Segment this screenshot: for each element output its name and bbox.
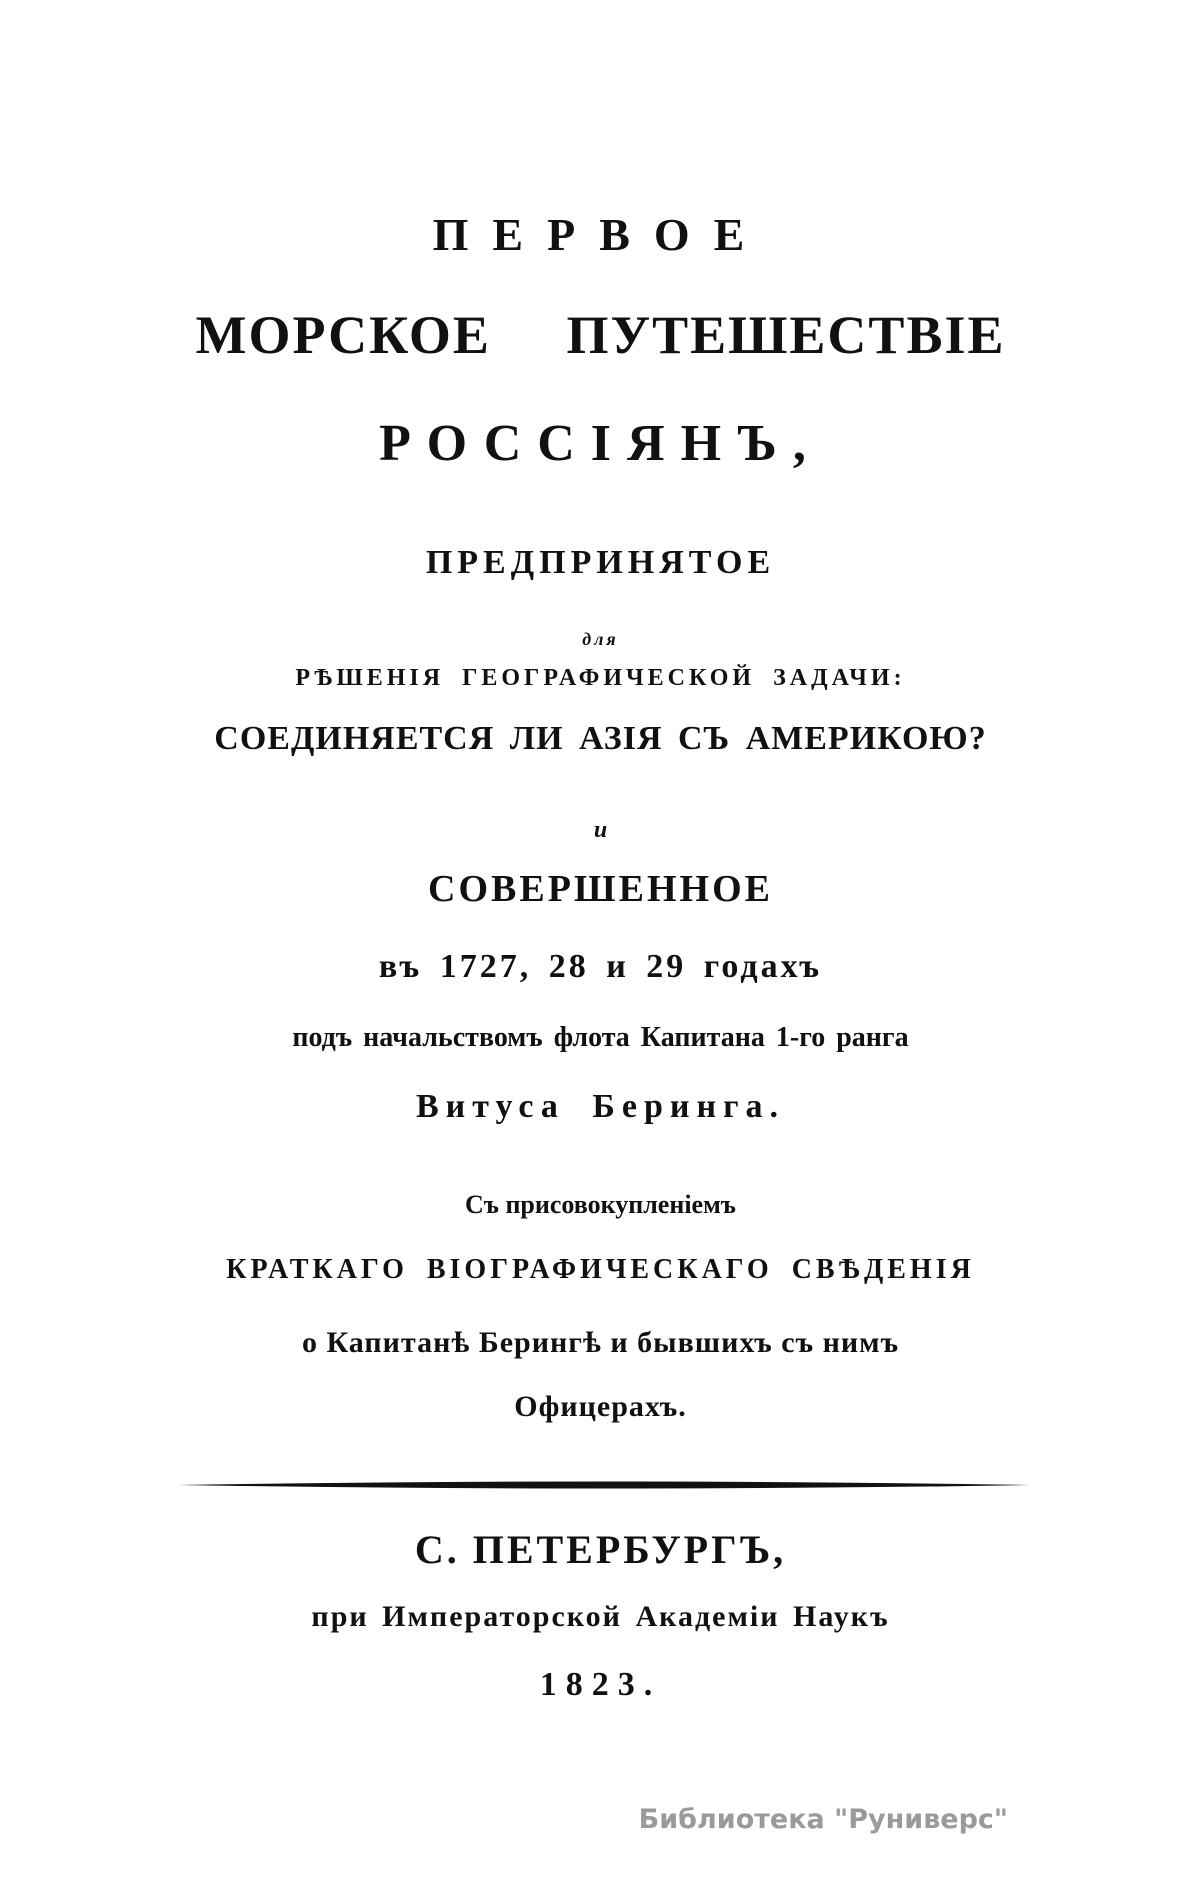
- appendix-brief-line: КРАТКАГО ВІОГРАФИЧЕСКАГО СВѢДЕНІЯ: [226, 1254, 975, 1285]
- and-line: и: [593, 817, 608, 843]
- for-line: для: [582, 629, 619, 649]
- title-line-1: ПЕРВОЕ: [432, 209, 769, 260]
- appendix-with-line: Съ присовокупленіемъ: [465, 1190, 736, 1219]
- appendix-officers-line: Офицерахъ.: [514, 1390, 687, 1423]
- imprint-city: С. ПЕТЕРБУРГЪ,: [414, 1527, 787, 1572]
- imprint-year: 1823.: [539, 1666, 662, 1703]
- appendix-captain-line: о Капитанѣ Берингѣ и бывшихъ съ нимъ: [301, 1326, 900, 1359]
- solution-line: РѢШЕНІЯ ГЕОГРАФИЧЕСКОЙ ЗАДАЧИ:: [295, 665, 906, 691]
- title-line-2: МОРСКОЕ ПУТЕШЕСТВІЕ: [195, 305, 1006, 365]
- commander-name: Витуса Беринга.: [415, 1088, 786, 1125]
- undertaken-line: ПРЕДПРИНЯТОЕ: [425, 544, 776, 581]
- completed-line: СОВЕРШЕННОЕ: [428, 868, 773, 910]
- imprint-press: при Императорской Академіи Наукъ: [311, 1600, 890, 1633]
- years-line: въ 1727, 28 и 29 годахъ: [378, 948, 823, 985]
- title-line-3: РОССІЯНЪ,: [379, 415, 822, 472]
- question-line: СОЕДИНЯЕТСЯ ЛИ АЗІЯ СЪ АМЕРИКОЮ?: [214, 720, 987, 757]
- library-watermark: Библиотека "Руниверс": [638, 1804, 1008, 1835]
- command-line: подъ начальствомъ флота Капитана 1-го ранга: [292, 1022, 909, 1053]
- swelled-rule: [178, 1479, 1030, 1491]
